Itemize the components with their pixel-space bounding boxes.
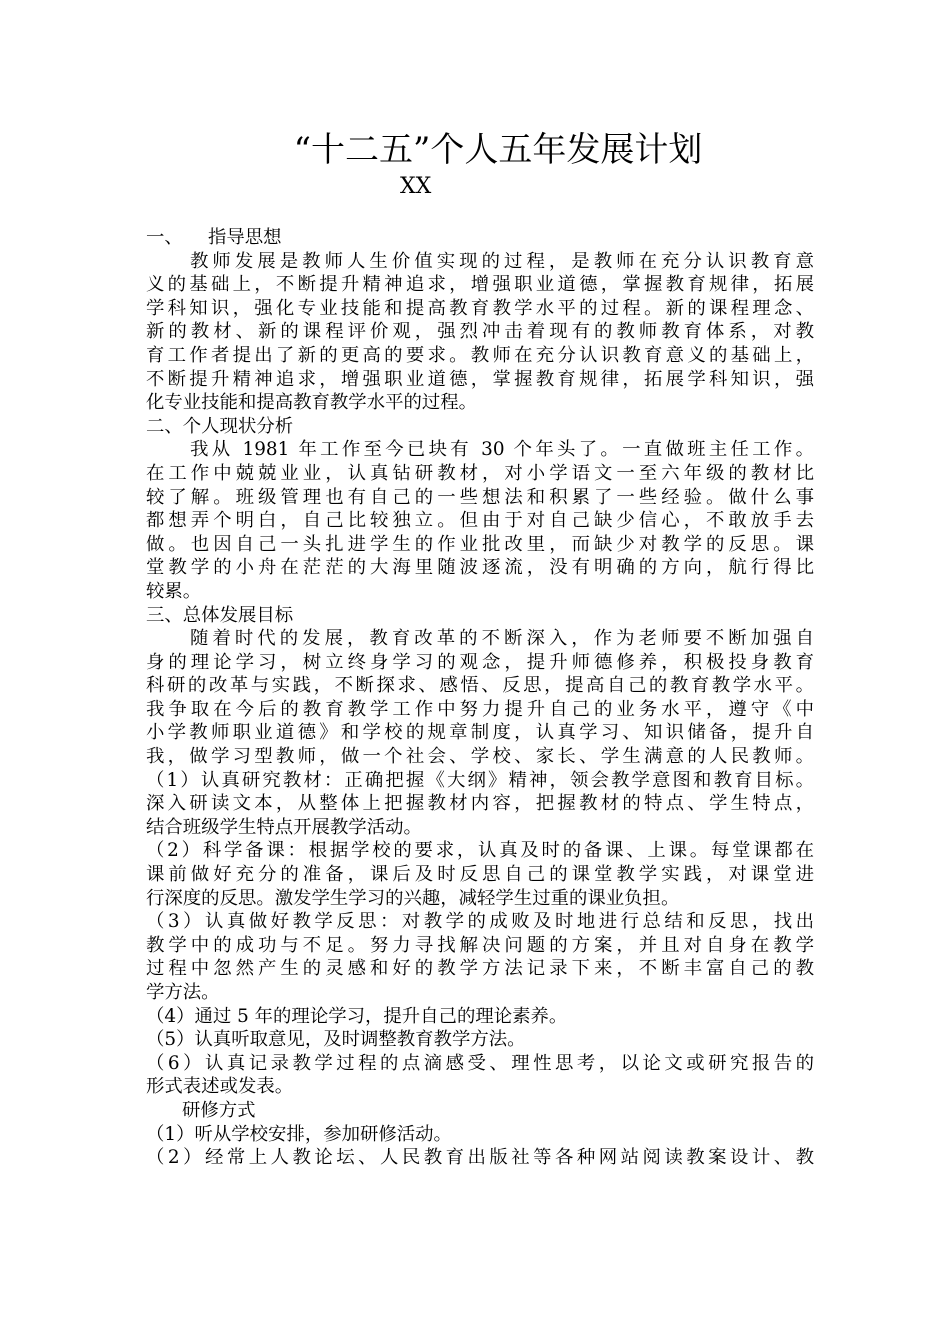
paragraph-line: 我从 1981 年工作至今已块有 30 个年头了。一直做班主任工作。 <box>190 439 814 461</box>
section-heading-development-goals: 三、总体发展目标 <box>146 604 294 626</box>
section-heading-study-methods: 研修方式 <box>182 1099 256 1121</box>
paragraph-line: 新的教材、新的课程评价观，强烈冲击着现有的教师教育体系，对教 <box>146 321 814 343</box>
paragraph-line: 都想弄个明白，自己比较独立。但由于对自己缺少信心，不敢放手去 <box>146 510 814 532</box>
paragraph-line: 育工作者提出了新的更高的要求。教师在充分认识教育意义的基础上， <box>146 344 814 366</box>
document-body <box>146 226 814 1170</box>
paragraph-line: 较累。 <box>146 580 202 602</box>
paragraph-line: 随着时代的发展，教育改革的不断深入，作为老师要不断加强自 <box>190 628 814 650</box>
document-title: “十二五”个人五年发展计划 <box>293 130 703 170</box>
section-number: 一、 <box>146 227 183 248</box>
list-item-line: （4）通过 5 年的理论学习，提升自己的理论素养。 <box>146 1005 568 1027</box>
paragraph-line: 我，做学习型教师，做一个社会、学校、家长、学生满意的人民教师。 <box>146 746 814 768</box>
list-item-line: （1）认真研究教材：正确把握《大纲》精神，领会教学意图和教育目标。 <box>146 769 814 791</box>
document-author: XX <box>400 174 432 199</box>
paragraph-line: 堂教学的小舟在茫茫的大海里随波逐流，没有明确的方向，航行得比 <box>146 557 814 579</box>
list-item-line: 结合班级学生特点开展教学活动。 <box>146 816 422 838</box>
section-heading-text: 指导思想 <box>208 227 282 248</box>
list-item-line: 学方法。 <box>146 982 220 1003</box>
paragraph-line: 化专业技能和提高教育教学水平的过程。 <box>146 392 478 414</box>
list-item-line: （6）认真记录教学过程的点滴感受、理性思考，以论文或研究报告的 <box>146 1052 814 1074</box>
list-item-line: （2）科学备课：根据学校的要求，认真及时的备课、上课。每堂课都在 <box>146 840 814 862</box>
paragraph-line: 较了解。班级管理也有自己的一些想法和积累了一些经验。做什么事 <box>146 486 814 508</box>
paragraph-line: 身的理论学习，树立终身学习的观念，提升师德修养，积极投身教育 <box>146 651 814 673</box>
paragraph-line: 我争取在今后的教育教学工作中努力提升自己的业务水平，遵守《中 <box>146 698 814 720</box>
paragraph-line: 做。也因自己一头扎进学生的作业批改里，而缺少对教学的反思。课 <box>146 533 814 555</box>
paragraph-line: 小学教师职业道德》和学校的规章制度，认真学习、知识储备，提升自 <box>146 722 814 744</box>
paragraph-line: 教师发展是教师人生价值实现的过程，是教师在充分认识教育意 <box>190 250 814 272</box>
paragraph-line: 在工作中兢兢业业，认真钻研教材，对小学语文一至六年级的教材比 <box>146 462 814 484</box>
list-item-line: （5）认真听取意见，及时调整教育教学方法。 <box>146 1029 526 1051</box>
section-heading-status-analysis: 二、个人现状分析 <box>146 415 294 437</box>
paragraph-line: 不断提升精神追求，增强职业道德，掌握教育规律，拓展学科知识，强 <box>146 368 814 390</box>
list-item-line: 深入研读文本，从整体上把握教材内容，把握教材的特点、学生特点， <box>146 793 814 815</box>
section-heading-guiding-thought <box>146 226 814 250</box>
list-item-line: 过程中忽然产生的灵感和好的教学方法记录下来，不断丰富自己的教 <box>146 958 814 980</box>
paragraph-line: 科研的改革与实践，不断探求、感悟、反思，提高自己的教育教学水平。 <box>146 675 814 697</box>
list-item-line: 形式表述或发表。 <box>146 1076 294 1098</box>
paragraph-line: 义的基础上，不断提升精神追求，增强职业道德，掌握教育规律，拓展 <box>146 274 814 296</box>
list-item-line: 教学中的成功与不足。努力寻找解决问题的方案，并且对自身在教学 <box>146 934 814 956</box>
list-item-line: （3）认真做好教学反思：对教学的成败及时地进行总结和反思，找出 <box>146 911 814 933</box>
list-item-line: 课前做好充分的准备，课后及时反思自己的课堂教学实践，对课堂进 <box>146 864 814 886</box>
paragraph-line: 学科知识，强化专业技能和提高教育教学水平的过程。新的课程理念、 <box>146 297 814 319</box>
list-item-line: （1）听从学校安排，参加研修活动。 <box>146 1123 452 1145</box>
list-item-line: （2）经常上人教论坛、人民教育出版社等各种网站阅读教案设计、教 <box>146 1147 814 1169</box>
list-item-line: 行深度的反思。激发学生学习的兴趣，减轻学生过重的课业负担。 <box>146 887 680 909</box>
